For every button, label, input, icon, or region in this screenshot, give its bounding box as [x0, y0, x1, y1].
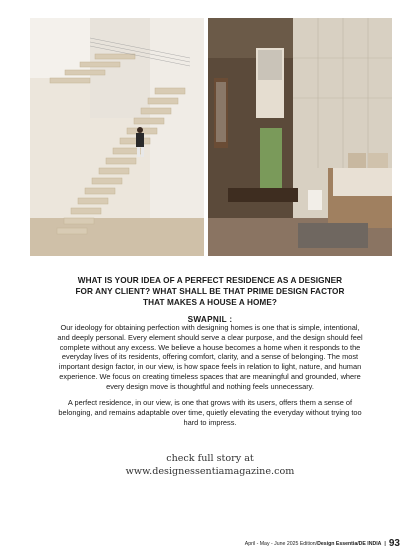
answer-paragraph-1: Our ideology for obtaining perfection with designing homes is one that is simple, intentional, and deeply personal. Every element should serve a clear purpose, and the design should feel complete without any excess. We believe a house becomes a home when it responds to the everyday lives of its residents, offering comfort, clarity, and a sense of belonging. The most important design factor, in our view, is how space feels in relation to light, nature, and human experience. We focus on creating timeless spaces that are meaningful and grounded, where every design move is thoughtful and nothing feels unnecessary. [57, 323, 363, 391]
website-link[interactable]: www.designessentiamagazine.com [125, 466, 295, 477]
footer-separator: | [384, 540, 386, 547]
photo-spread [30, 18, 392, 256]
page-number: 93 [388, 538, 400, 549]
full-story-callout [0, 452, 420, 478]
issue-edition: April - May - June 2025 Edition/ [244, 540, 318, 547]
magazine-name: Design Essentia/DE INDIA [317, 540, 382, 547]
speaker-label: SWAPNIL : [187, 315, 233, 324]
staircase-photo [30, 18, 204, 256]
answer-paragraph-2: A perfect residence, in our view, is one that grows with its users, offers them a sense of belonging, and remains adaptable over time, quietly elevating the everyday without trying too hard to impress. [58, 398, 362, 427]
page-footer [245, 538, 400, 549]
cta-text: check full story at [166, 453, 254, 464]
interview-question: WHAT IS YOUR IDEA OF A PERFECT RESIDENCE AS A DESIGNER FOR ANY CLIENT? WHAT SHALL BE THAT PRIME DESIGN FACTOR THAT MAKES A HOUSE A HOME? [75, 276, 345, 307]
bedroom-photo [208, 18, 392, 256]
footer-issue [245, 541, 382, 547]
